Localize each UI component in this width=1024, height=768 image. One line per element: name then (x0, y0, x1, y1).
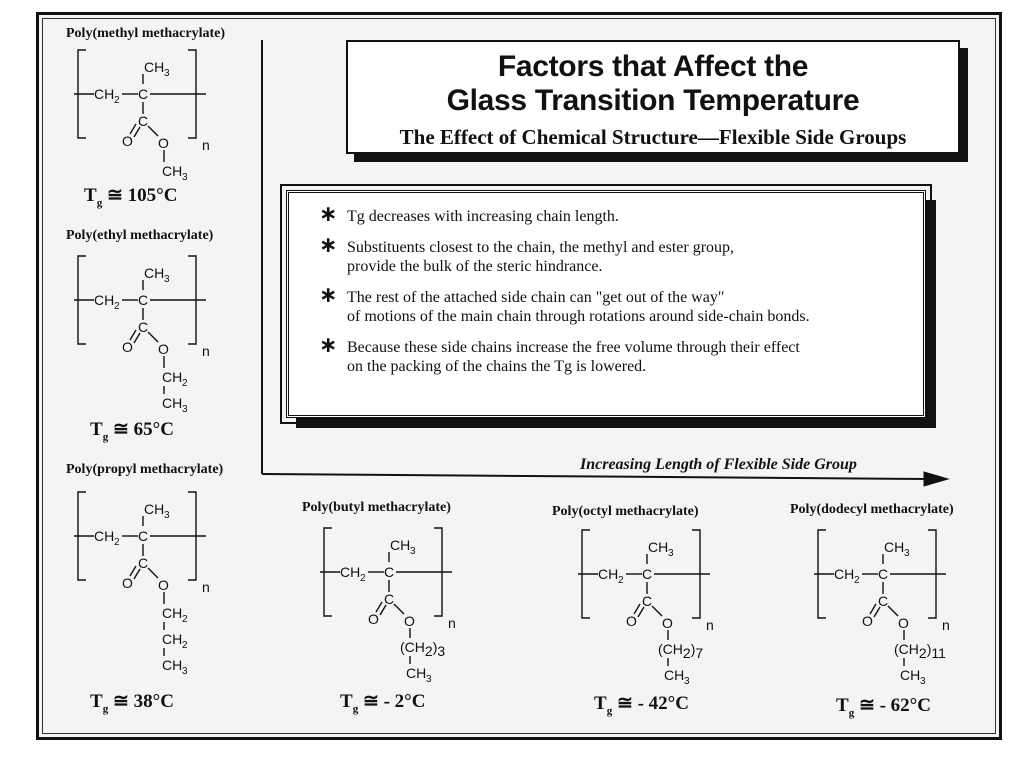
bullet-4 (319, 333, 907, 376)
svg-text:O: O (158, 341, 169, 357)
svg-text:CH: CH (162, 395, 183, 411)
svg-text:(CH2)3: (CH2)3 (400, 639, 446, 659)
svg-text:C: C (138, 292, 149, 308)
svg-text:O: O (662, 615, 673, 631)
title-line-1: Factors that Affect the (497, 50, 809, 83)
tg-butyl: $T_g$ ≅ - 2°C (340, 691, 426, 715)
svg-text:O: O (368, 611, 379, 627)
svg-text:n: n (202, 343, 210, 359)
svg-text:3: 3 (182, 404, 188, 415)
svg-text:CH: CH (162, 631, 183, 647)
structure-octyl (578, 524, 728, 688)
polymer-name-butyl: Poly(butyl methacrylate) (302, 500, 451, 515)
structure-methyl (74, 44, 224, 183)
structure-ethyl (74, 250, 224, 415)
structure-propyl (74, 486, 224, 680)
svg-text:3: 3 (410, 546, 416, 557)
svg-text:2: 2 (182, 378, 188, 389)
svg-text:CH: CH (340, 564, 361, 580)
svg-text:O: O (158, 135, 169, 151)
title-line-2: Glass Transition Temperature (446, 84, 860, 117)
svg-text:2: 2 (182, 614, 188, 625)
structure-butyl (320, 522, 470, 686)
bullet-box (286, 190, 926, 418)
svg-text:CH: CH (900, 667, 921, 683)
svg-text:2: 2 (360, 573, 366, 584)
svg-text:C: C (384, 564, 395, 580)
svg-text:CH: CH (390, 537, 411, 553)
svg-text:n: n (202, 137, 210, 153)
bullet-4-line-1: Because these side chains increase the free volume through their effect (347, 339, 800, 356)
bullet-2 (319, 233, 907, 276)
svg-text:3: 3 (904, 548, 910, 559)
svg-text:C: C (138, 113, 149, 129)
svg-text:2: 2 (114, 537, 120, 548)
svg-text:C: C (642, 566, 653, 582)
polymer-name-methyl: Poly(methyl methacrylate) (66, 26, 225, 41)
svg-text:(CH2)11: (CH2)11 (894, 641, 946, 661)
svg-text:CH: CH (162, 657, 183, 673)
svg-text:3: 3 (426, 674, 432, 685)
svg-text:3: 3 (164, 274, 170, 285)
svg-text:3: 3 (920, 676, 926, 687)
asterisk-icon: ∗ (319, 233, 338, 258)
bullet-3 (319, 283, 907, 326)
svg-text:O: O (404, 613, 415, 629)
svg-text:n: n (448, 615, 456, 631)
asterisk-icon: ∗ (319, 202, 338, 227)
svg-text:CH: CH (144, 265, 165, 281)
tg-methyl: $T_g$ ≅ 105°C (84, 185, 178, 209)
svg-text:CH: CH (162, 369, 183, 385)
tg-dodecyl: $T_g$ ≅ - 62°C (836, 695, 932, 719)
svg-text:O: O (862, 613, 873, 629)
svg-text:C: C (138, 86, 149, 102)
svg-text:n: n (942, 617, 950, 633)
bullet-2-line-1: Substituents closest to the chain, the methyl and ester group, (347, 239, 735, 256)
svg-text:CH: CH (834, 566, 855, 582)
svg-text:2: 2 (182, 640, 188, 651)
svg-text:3: 3 (182, 172, 188, 183)
bullet-2-line-2: provide the bulk of the steric hindrance. (347, 258, 603, 275)
svg-text:3: 3 (164, 510, 170, 521)
svg-text:(CH2)7: (CH2)7 (658, 641, 704, 661)
svg-text:2: 2 (114, 301, 120, 312)
polymer-name-propyl: Poly(propyl methacrylate) (66, 462, 224, 477)
svg-text:O: O (122, 575, 133, 591)
bullet-3-line-1: The rest of the attached side chain can "get out of the way" (347, 289, 725, 306)
title-box (346, 40, 960, 154)
bullet-1-line-1: Tg decreases with increasing chain length. (347, 208, 619, 225)
svg-text:CH: CH (162, 163, 183, 179)
polymer-name-octyl: Poly(octyl methacrylate) (552, 504, 699, 519)
svg-text:CH: CH (94, 528, 115, 544)
tg-propyl: $T_g$ ≅ 38°C (90, 691, 174, 715)
asterisk-icon: ∗ (319, 333, 338, 358)
svg-text:n: n (706, 617, 714, 633)
svg-text:CH: CH (884, 539, 905, 555)
svg-text:2: 2 (618, 575, 624, 586)
svg-text:CH: CH (664, 667, 685, 683)
svg-text:O: O (122, 339, 133, 355)
svg-text:CH: CH (144, 59, 165, 75)
svg-text:C: C (138, 528, 149, 544)
svg-text:3: 3 (668, 548, 674, 559)
svg-text:C: C (138, 319, 149, 335)
svg-text:O: O (122, 133, 133, 149)
bullet-1 (319, 202, 907, 227)
svg-text:n: n (202, 579, 210, 595)
polymer-name-ethyl: Poly(ethyl methacrylate) (66, 228, 214, 243)
svg-text:CH: CH (162, 605, 183, 621)
svg-text:C: C (384, 591, 395, 607)
svg-text:3: 3 (684, 676, 690, 687)
svg-text:3: 3 (182, 666, 188, 677)
bullet-4-line-2: on the packing of the chains the Tg is lowered. (347, 358, 647, 375)
svg-text:CH: CH (406, 665, 427, 681)
svg-text:CH: CH (94, 86, 115, 102)
svg-text:2: 2 (114, 95, 120, 106)
svg-text:C: C (642, 593, 653, 609)
subtitle: The Effect of Chemical Structure—Flexible Side Groups (399, 125, 907, 149)
bullet-3-line-2: of motions of the main chain through rotations around side-chain bonds. (347, 308, 810, 325)
asterisk-icon: ∗ (319, 283, 338, 308)
svg-text:C: C (878, 593, 889, 609)
svg-text:CH: CH (144, 501, 165, 517)
svg-text:CH: CH (94, 292, 115, 308)
svg-text:O: O (158, 577, 169, 593)
tg-octyl: $T_g$ ≅ - 42°C (594, 693, 690, 717)
structure-dodecyl (814, 524, 964, 688)
svg-text:O: O (626, 613, 637, 629)
axis-label: Increasing Length of Flexible Side Group (580, 456, 857, 473)
svg-text:2: 2 (854, 575, 860, 586)
tg-ethyl: $T_g$ ≅ 65°C (90, 419, 174, 443)
svg-text:C: C (138, 555, 149, 571)
svg-text:3: 3 (164, 68, 170, 79)
svg-text:O: O (898, 615, 909, 631)
svg-text:CH: CH (598, 566, 619, 582)
polymer-name-dodecyl: Poly(dodecyl methacrylate) (790, 502, 954, 517)
svg-text:CH: CH (648, 539, 669, 555)
svg-text:C: C (878, 566, 889, 582)
